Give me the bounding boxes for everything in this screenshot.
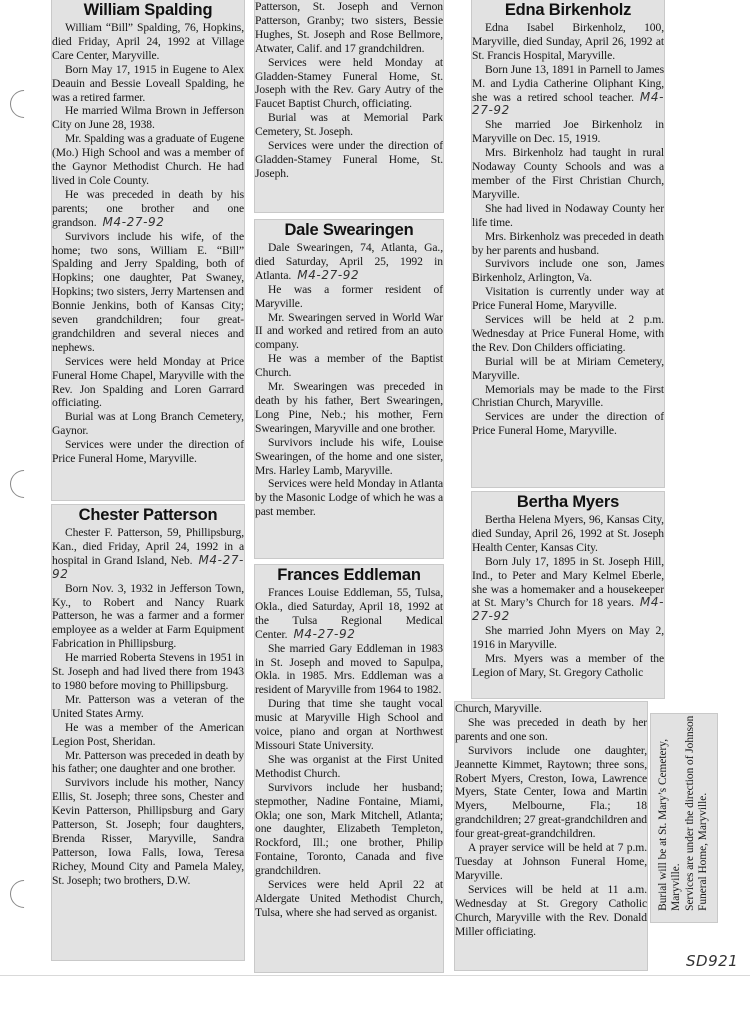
- paragraph: She was preceded in death by her parents and one son.: [455, 715, 647, 743]
- obituary-title: Chester Patterson: [78, 506, 218, 524]
- paragraph: Memorials may be made to the First Christian Church, Maryville.: [472, 382, 664, 410]
- paragraph: Patterson, St. Joseph and Vernon Patterson, Granby; two sisters, Bessie Hughes, St. Joseph and Rose Bellmore, Atwater, Calif. and 17 grandchildren.: [255, 0, 443, 55]
- paragraph: Bertha Helena Myers, 96, Kansas City, died Sunday, April 26, 1992 at St. Joseph Health Center, Kansas City.: [472, 513, 664, 554]
- paragraph: He married Wilma Brown in Jefferson City on June 28, 1938.: [52, 104, 244, 132]
- paragraph: Services were held Monday in Atlanta by the Masonic Lodge of which he was a past member.: [255, 477, 443, 519]
- paragraph: Services will be held at 11 a.m. Wednesday at St. Gregory Catholic Church, Maryville with the Rev. Donald Miller officiating.: [455, 882, 647, 938]
- paragraph: He was a member of the American Legion Post, Sheridan.: [52, 720, 244, 748]
- paragraph: Survivors include her husband; stepmother, Nadine Fontaine, Miami, Okla; one son, Mark Mitchell, Atlanta; one daughter, Elizabeth Templeton, Rockford, Ill.; one brother, Philip Fontaine, Toronto, Canada and five grandchildren.: [255, 780, 443, 878]
- obituary-patterson-continued: [255, 0, 443, 212]
- punch-hole-mark: [4, 84, 44, 124]
- paragraph: During that time she taught vocal music at Maryville High School and voice, piano and organ at Northwest Missouri State University.: [255, 697, 443, 752]
- paragraph: Services were held April 22 at Aldergate United Methodist Church, Tulsa, where she had served as organist.: [255, 878, 443, 919]
- paragraph: Dale Swearingen, 74, Atlanta, Ga., died Saturday, April 25, 1992 in Atlanta. M4-27-92: [255, 241, 443, 282]
- paragraph: Services are under the direction of Johnson Funeral Home, Maryville.: [684, 715, 710, 911]
- obituary-bertha-myers: [472, 492, 664, 698]
- obituary-myers-rotated-strip: [651, 714, 717, 922]
- obituary-dale-swearingen: [255, 220, 443, 558]
- paragraph: Mrs. Birkenholz had taught in rural Nodaway County Schools and was a member of the First Christian Church, Maryville.: [472, 146, 664, 201]
- paragraph: Services were held Monday at Gladden-Stamey Funeral Home, St. Joseph with the Rev. Gary Autry of the Faucet Baptist Church, officiating.: [255, 55, 443, 111]
- paragraph: Burial was at Long Branch Cemetery, Gaynor.: [52, 410, 244, 438]
- paragraph: Mr. Spalding was a graduate of Eugene (Mo.) High School and was a member of the Gaynor Methodist Church. He had lived in Cole County.: [52, 132, 244, 187]
- paragraph: Born Nov. 3, 1932 in Jefferson Town, Ky., to Robert and Nancy Ruark Patterson, he was a farmer and a former employee as a welder at Farm Equipment Fabrication in Phillipsburg.: [52, 581, 244, 651]
- handwritten-date: M4-27-92: [52, 552, 244, 581]
- paragraph: Services were under the direction of Price Funeral Home, Maryville.: [52, 438, 244, 466]
- obituary-title: Bertha Myers: [516, 493, 620, 511]
- paragraph: Born July 17, 1895 in St. Joseph Hill, Ind., to Peter and Mary Kelmel Eberle, she was a homemaker and a housekeeper at St. Mary’s Church for 18 years. M4-27-92: [472, 554, 664, 624]
- paragraph: He was preceded in death by his parents; one brother and one grandson. M4-27-92: [52, 187, 244, 229]
- paragraph: Mrs. Birkenholz was preceded in death by her parents and husband.: [472, 229, 664, 257]
- paragraph: She married Gary Eddleman in 1983 in St. Joseph and moved to Sapulpa, Okla. in 1985. Mrs. Eddleman was a resident of Maryville from 1964 to 1982.: [255, 641, 443, 697]
- paragraph: Visitation is currently under way at Price Funeral Home, Maryville.: [472, 285, 664, 313]
- paragraph: Edna Isabel Birkenholz, 100, Maryville, died Sunday, April 26, 1992 at St. Francis Hospital, Maryville.: [472, 21, 664, 62]
- paragraph: Survivors include his mother, Nancy Ellis, St. Joseph; three sons, Chester and Kevin Patterson, Phillipsburg and Gary Patterson, St. Joseph; four daughters, Brenda Risser, Maryville, Sandra Patterson, Iowa Falls, Iowa, Teresa Richey, Mound City and Pamela Maley, St. Joseph; two brothers, D.W.: [52, 776, 244, 887]
- paragraph: She married Joe Birkenholz in Maryville on Dec. 15, 1919.: [472, 118, 664, 146]
- paragraph: Services are under the direction of Price Funeral Home, Maryville.: [472, 410, 664, 438]
- paragraph: He was a member of the Baptist Church.: [255, 352, 443, 380]
- paragraph: Services will be held at 2 p.m. Wednesday at Price Funeral Home, with the Rev. Don Childers officiating.: [472, 313, 664, 354]
- obituary-title: Frances Eddleman: [277, 566, 421, 584]
- paragraph: She was organist at the First United Methodist Church.: [255, 752, 443, 780]
- handwritten-date: M4-27-92: [472, 595, 664, 624]
- paragraph: Services were held Monday at Price Funeral Home Chapel, Maryville with the Rev. Jon Spalding and Loren Garrard officiating.: [52, 354, 244, 410]
- paragraph: He married Roberta Stevens in 1951 in St. Joseph and had lived there from 1943 to 1980 before moving to Phillipsburg.: [52, 651, 244, 692]
- handwritten-date: M4-27-92: [297, 267, 360, 282]
- obituary-william-spalding: [52, 0, 244, 500]
- handwritten-date: M4-27-92: [102, 214, 165, 229]
- paragraph: Services were under the direction of Gladden-Stamey Funeral Home, St. Joseph.: [255, 139, 443, 180]
- paragraph: Survivors include one daughter, Jeannette Kimmet, Raytown; three sons, Robert Myers, Creston, Iowa, Lawrence Myers, State Center, Iowa and Martin Myers, Melbourne, Fla.; 18 grandchildren; 27 great-grandchildren and four great-great-grandchildren.: [455, 743, 647, 841]
- paragraph: Mr. Swearingen was preceded in death by his father, Bert Swearingen, Long Pine, Neb.; his mother, Fern Swearingen, Maryville and one brother.: [255, 380, 443, 435]
- punch-hole-mark: [4, 874, 44, 914]
- paragraph: Church, Maryville.: [455, 702, 542, 715]
- scan-edge-line: [0, 975, 750, 976]
- paragraph: Frances Louise Eddleman, 55, Tulsa, Okla., died Saturday, April 18, 1992 at the Tulsa Regional Medical Center. M4-27-92: [255, 586, 443, 641]
- obituary-myers-continued: [455, 702, 647, 970]
- obituary-title: Dale Swearingen: [284, 221, 414, 239]
- paragraph: Survivors include his wife, of the home; two sons, William E. “Bill” Spalding and Jerry Spalding, both of Hopkins; one daughter, Pat Swaney, Hopkins; two sisters, Jerry Martensen and Bonnie Jenkins, both of Kansas City; seven grandchildren; four great-grandchildren and several nieces and nephews.: [52, 229, 244, 354]
- paragraph: Born June 13, 1891 in Parnell to James M. and Lydia Catherine Oliphant King, she was a retired school teacher. M4-27-92: [472, 62, 664, 118]
- paragraph: Survivors include one son, James Birkenholz, Arlington, Va.: [472, 257, 664, 285]
- handwritten-date: M4-27-92: [293, 626, 356, 641]
- paragraph: Burial was at Memorial Park Cemetery, St. Joseph.: [255, 111, 443, 139]
- paragraph: Mr. Swearingen served in World War II and worked and retired from an auto company.: [255, 310, 443, 352]
- paragraph: Survivors include his wife, Louise Swearingen, of the home and one sister, Mrs. Harley Lamb, Maryville.: [255, 435, 443, 477]
- obituary-edna-birkenholz: [472, 0, 664, 487]
- paragraph: A prayer service will be held at 7 p.m. Tuesday at Johnson Funeral Home, Maryville.: [455, 841, 647, 882]
- paragraph: She married John Myers on May 2, 1916 in Maryville.: [472, 624, 664, 652]
- paragraph: Mr. Patterson was preceded in death by his father; one daughter and one brother.: [52, 748, 244, 776]
- paragraph: Burial will be at Miriam Cemetery, Maryville.: [472, 354, 664, 382]
- paragraph: She had lived in Nodaway County her life time.: [472, 201, 664, 229]
- punch-hole-mark: [4, 464, 44, 504]
- obituary-frances-eddleman: [255, 565, 443, 972]
- handwritten-date: M4-27-92: [472, 89, 664, 118]
- paragraph: Mr. Patterson was a veteran of the United States Army.: [52, 692, 244, 720]
- paragraph: He was a former resident of Maryville.: [255, 282, 443, 310]
- paragraph: Chester F. Patterson, 59, Phillipsburg, Kan., died Friday, April 24, 1992 in a hospital in Grand Island, Neb. M4-27-92: [52, 526, 244, 581]
- paragraph: Born May 17, 1915 in Eugene to Alex Deauin and Bessie Loveall Spalding, he was a retired farmer.: [52, 62, 244, 104]
- paragraph: William “Bill” Spalding, 76, Hopkins, died Friday, April 24, 1992 at Village Care Center, Maryville.: [52, 21, 244, 62]
- obituary-title: Edna Birkenholz: [504, 1, 632, 19]
- obituary-chester-patterson: [52, 505, 244, 960]
- paragraph: Burial will be at St. Mary’s Cemetery, Maryville.: [657, 738, 683, 911]
- paragraph: Mrs. Myers was a member of the Legion of Mary, St. Gregory Catholic: [472, 652, 664, 679]
- handwritten-catalog-code: SD921: [686, 952, 739, 970]
- obituary-title: William Spalding: [83, 1, 213, 19]
